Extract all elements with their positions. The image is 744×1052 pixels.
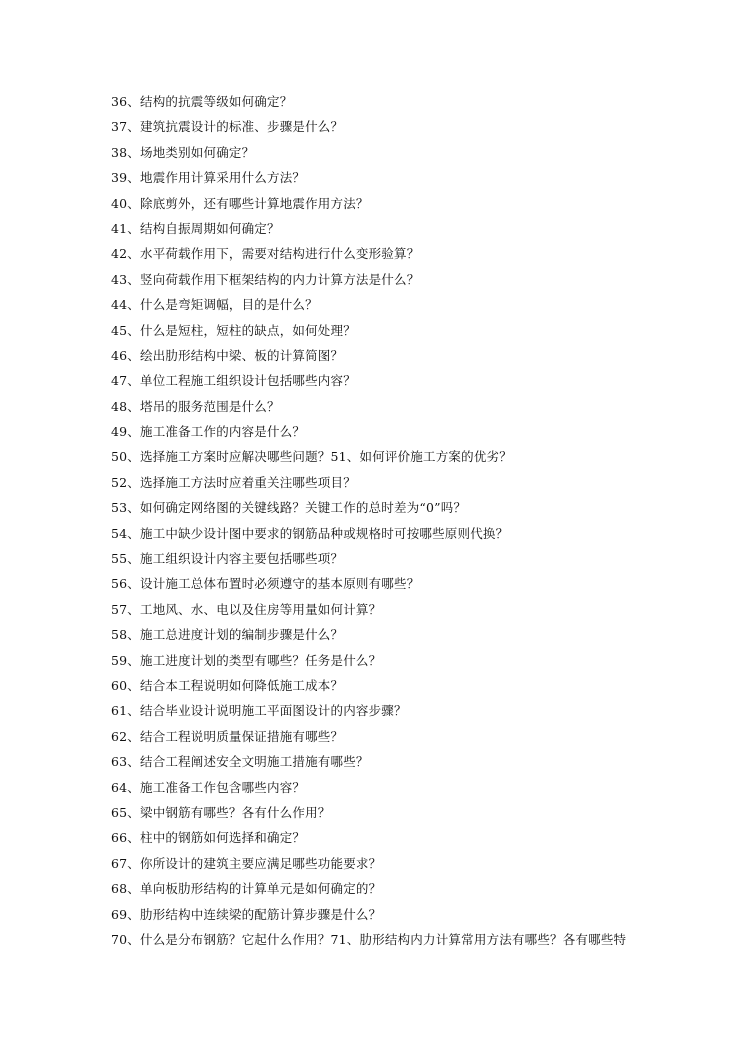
list-item: 70、什么是分布钢筋？它起什么作用？71、肋形结构内力计算常用方法有哪些？各有哪些特 [111,931,627,947]
list-item: 57、工地风、水、电以及住房等用量如何计算？ [111,601,382,617]
list-item: 68、单向板肋形结构的计算单元是如何确定的？ [111,881,382,897]
list-item: 43、竖向荷载作用下框架结构的内力计算方法是什么？ [111,271,420,287]
list-item: 64、施工准备工作包含哪些内容？ [111,779,306,795]
list-item: 49、施工准备工作的内容是什么？ [111,424,306,440]
list-item: 41、结构自振周期如何确定？ [111,220,280,236]
list-item: 58、施工总进度计划的编制步骤是什么？ [111,627,344,643]
list-item: 63、结合工程阐述安全文明施工措施有哪些？ [111,754,369,770]
list-item: 36、结构的抗震等级如何确定？ [111,94,293,109]
list-item: 65、梁中钢筋有哪些？各有什么作用？ [111,804,331,820]
list-item: 52、选择施工方法时应着重关注哪些项目？ [111,474,356,490]
list-item: 44、什么是弯矩调幅，目的是什么？ [111,297,318,313]
list-item: 62、结合工程说明质量保证措施有哪些？ [111,728,344,744]
list-item: 45、什么是短柱，短柱的缺点，如何处理？ [111,322,356,338]
list-item: 60、结合本工程说明如何降低施工成本？ [111,677,344,693]
list-item: 37、建筑抗震设计的标准、步骤是什么？ [111,119,344,135]
list-item: 61、结合毕业设计说明施工平面图设计的内容步骤？ [111,703,407,719]
list-item: 67、你所设计的建筑主要应满足哪些功能要求？ [111,855,382,871]
list-item: 50、选择施工方案时应解决哪些问题？51、如何评价施工方案的优劣？ [111,449,512,465]
list-item: 59、施工进度计划的类型有哪些？任务是什么？ [111,652,382,668]
list-item: 55、施工组织设计内容主要包括哪些项？ [111,551,344,567]
list-item: 53、如何确定网络图的关键线路？关键工作的总时差为“0”吗？ [111,500,467,516]
list-item: 46、绘出肋形结构中梁、板的计算简图？ [111,347,344,363]
list-item: 40、除底剪外，还有哪些计算地震作用方法？ [111,195,369,211]
list-item: 56、设计施工总体布置时必须遵守的基本原则有哪些？ [111,576,420,592]
question-list [111,92,671,955]
list-item: 42、水平荷载作用下，需要对结构进行什么变形验算？ [111,246,420,262]
list-item: 48、塔吊的服务范围是什么？ [111,398,280,414]
list-item: 47、单位工程施工组织设计包括哪些内容？ [111,373,356,389]
list-item: 39、地震作用计算采用什么方法？ [111,170,306,186]
list-item: 69、肋形结构中连续梁的配筋计算步骤是什么？ [111,906,382,922]
list-item: 38、场地类别如何确定？ [111,144,255,160]
list-item: 66、柱中的钢筋如何选择和确定？ [111,830,306,846]
list-item: 54、施工中缺少设计图中要求的钢筋品种或规格时可按哪些原则代换？ [111,525,509,541]
